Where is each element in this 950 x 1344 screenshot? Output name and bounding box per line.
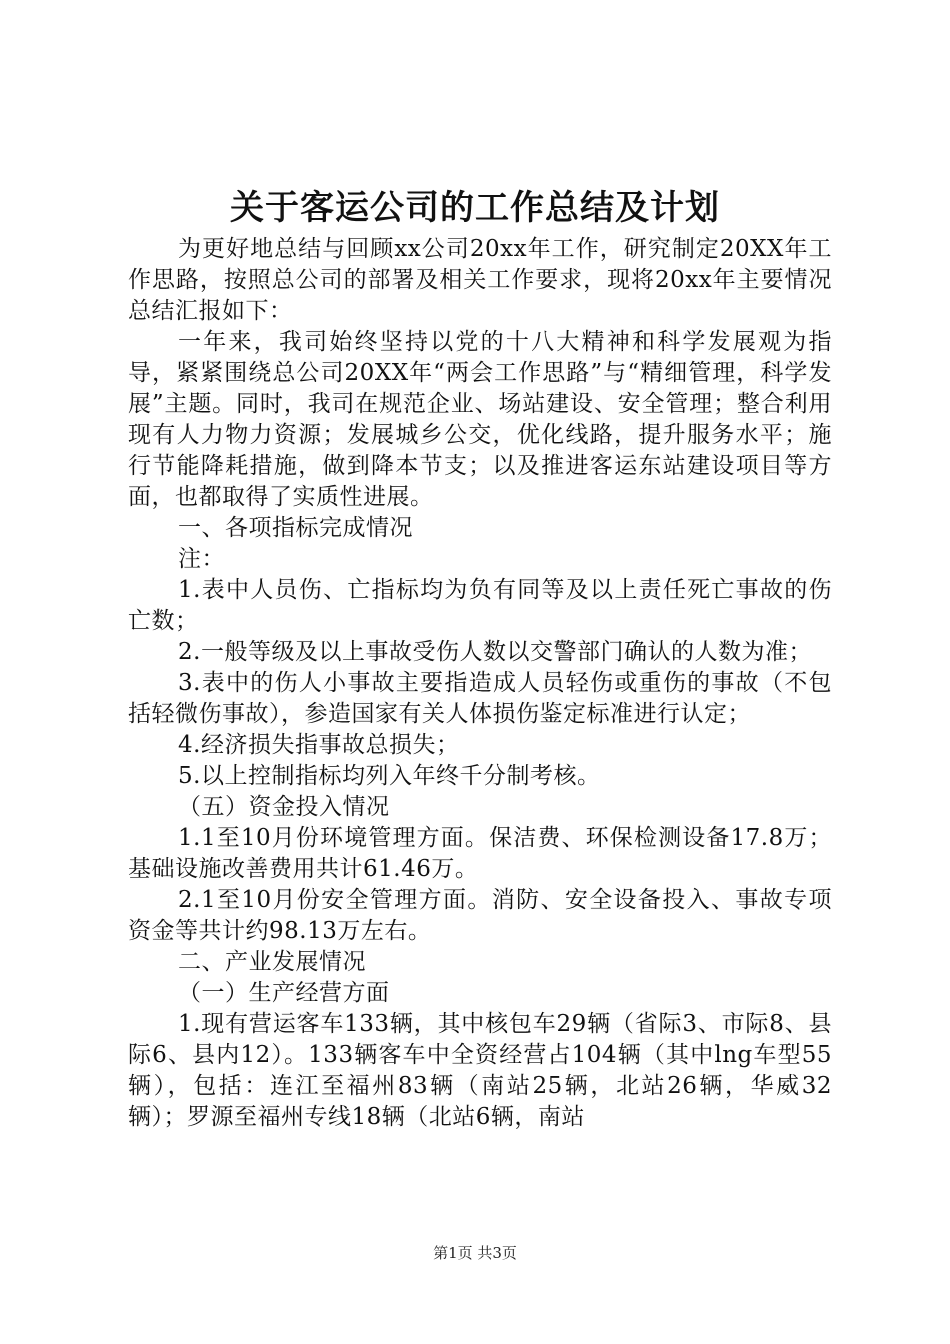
paragraph: 一年来，我司始终坚持以党的十八大精神和科学发展观为指导，紧紧围绕总公司20XX年“两会工作思路”与“精细管理，科学发展”主题。同时，我司在规范企业、场站建设、安全管理；整合利用现有人力物力资源；发展城乡公交，优化线路，提升服务水平；施行节能降耗措施，做到降本节支；以及推进客运东站建设项目等方面，也都取得了实质性进展。 [128,329,832,510]
note-item: 1.表中人员伤、亡指标均为负有同等及以上责任死亡事故的伤亡数； [128,577,832,634]
paragraph: 2.1至10月份安全管理方面。消防、安全设备投入、事故专项资金等共计约98.13万左右。 [128,887,832,944]
note-label: 注： [178,546,225,572]
note-item: 5.以上控制指标均列入年终千分制考核。 [178,763,601,789]
subsection-heading: （五）资金投入情况 [178,794,390,820]
paragraph: 为更好地总结与回顾xx公司20xx年工作，研究制定20XX年工作思路，按照总公司的部署及相关工作要求，现将20xx年主要情况总结汇报如下： [128,236,832,324]
note-item: 4.经济损失指事故总损失； [178,732,460,758]
section-heading: 一、各项指标完成情况 [178,515,413,541]
page-footer: 第1页 共3页 [433,1244,517,1262]
document-body [128,234,832,1133]
subsection-heading: （一）生产经营方面 [178,980,390,1006]
document-title: 关于客运公司的工作总结及计划 [230,188,720,228]
note-item: 2.一般等级及以上事故受伤人数以交警部门确认的人数为准； [178,639,812,665]
section-heading: 二、产业发展情况 [178,949,366,975]
paragraph: 1.1至10月份环境管理方面。保洁费、环保检测设备17.8万；基础设施改善费用共计61.46万。 [128,825,832,882]
note-item: 3.表中的伤人小事故主要指造成人员轻伤或重伤的事故（不包括轻微伤事故），参造国家有关人体损伤鉴定标准进行认定； [128,670,832,727]
paragraph: 1.现有营运客车133辆，其中核包车29辆（省际3、市际8、县际6、县内12）。133辆客车中全资经营占104辆（其中lng车型55辆），包括：连江至福州83辆（南站25辆，北站26辆，华威32辆）；罗源至福州专线18辆（北站6辆，南站 [128,1011,832,1130]
